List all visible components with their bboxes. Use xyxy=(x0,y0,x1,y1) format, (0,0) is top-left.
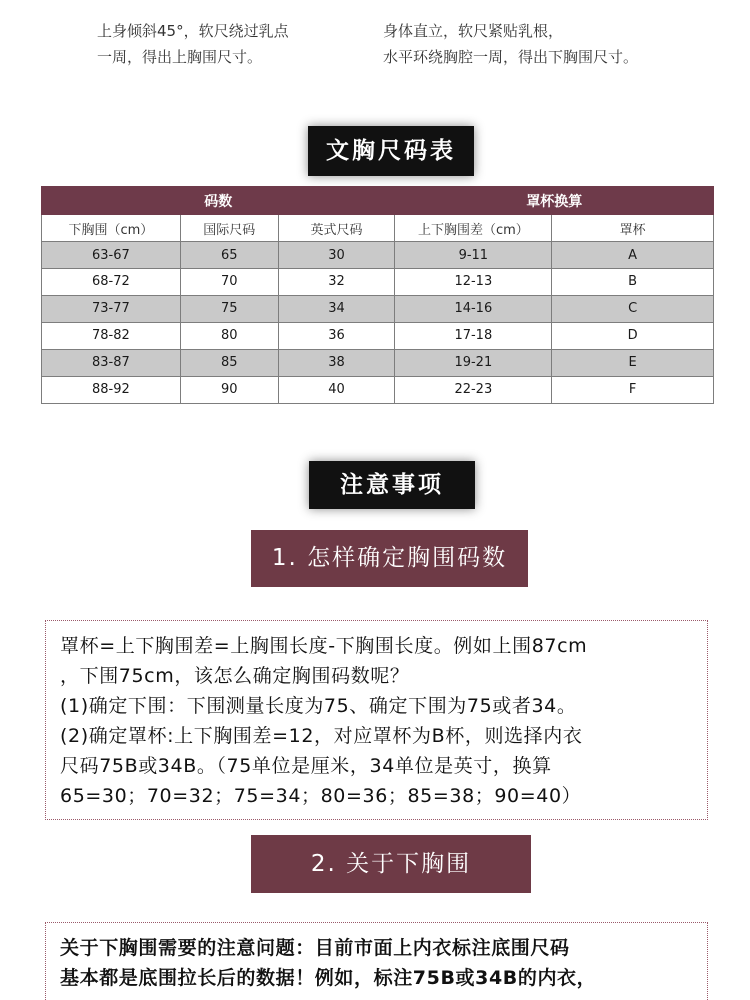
table-cell: 12-13 xyxy=(395,269,552,296)
table-cell: 19-21 xyxy=(395,349,552,376)
table-cell: E xyxy=(552,349,714,376)
table-cell: 90 xyxy=(180,376,278,403)
table-cell: A xyxy=(552,242,714,269)
table-cell: 22-23 xyxy=(395,376,552,403)
table-row xyxy=(42,322,714,349)
column-header: 下胸围（cm） xyxy=(42,215,181,242)
table-row xyxy=(42,269,714,296)
note-line: (2)确定罩杯:上下胸围差=12，对应罩杯为B杯，则选择内衣 xyxy=(60,725,583,747)
group-header-size: 码数 xyxy=(42,187,395,215)
section2-note-box xyxy=(45,922,708,1000)
group-header-cup: 罩杯换算 xyxy=(395,187,714,215)
table-cell: 38 xyxy=(278,349,395,376)
size-table xyxy=(41,186,714,404)
section2-title-banner: 2. 关于下胸围 xyxy=(251,835,531,893)
table-cell: 83-87 xyxy=(42,349,181,376)
note-line: 基本都是底围拉长后的数据！例如，标注75B或34B的内衣， xyxy=(60,967,597,989)
note-line: 罩杯=上下胸围差=上胸围长度-下胸围长度。例如上围87cm xyxy=(60,635,588,657)
column-header: 国际尺码 xyxy=(180,215,278,242)
under-bust-instruction-line-1: 身体直立，软尺紧贴乳根， xyxy=(383,22,564,40)
column-header: 上下胸围差（cm） xyxy=(395,215,552,242)
table-cell: 73-77 xyxy=(42,295,181,322)
table-cell: 32 xyxy=(278,269,395,296)
upper-bust-instruction-line-1: 上身倾斜45°，软尺绕过乳点 xyxy=(97,22,289,40)
size-chart-title: 文胸尺码表 xyxy=(308,126,474,176)
section1-title-banner: 1. 怎样确定胸围码数 xyxy=(251,530,528,587)
table-cell: D xyxy=(552,322,714,349)
table-cell: 36 xyxy=(278,322,395,349)
column-header: 英式尺码 xyxy=(278,215,395,242)
table-cell: 34 xyxy=(278,295,395,322)
table-cell: 30 xyxy=(278,242,395,269)
upper-bust-instruction-line-2: 一周，得出上胸围尺寸。 xyxy=(97,48,263,66)
table-row xyxy=(42,349,714,376)
table-cell: 78-82 xyxy=(42,322,181,349)
table-cell: 80 xyxy=(180,322,278,349)
table-row xyxy=(42,295,714,322)
note-line: (1)确定下围：下围测量长度为75、确定下围为75或者34。 xyxy=(60,695,577,717)
table-cell: 9-11 xyxy=(395,242,552,269)
table-cell: F xyxy=(552,376,714,403)
note-line: 尺码75B或34B。（75单位是厘米，34单位是英寸，换算 xyxy=(60,755,552,777)
table-group-header-row xyxy=(42,187,714,215)
table-cell: 17-18 xyxy=(395,322,552,349)
note-line: 关于下胸围需要的注意问题：目前市面上内衣标注底围尺码 xyxy=(60,937,570,959)
table-cell: B xyxy=(552,269,714,296)
table-cell: C xyxy=(552,295,714,322)
table-cell: 88-92 xyxy=(42,376,181,403)
note-line: 65=30；70=32；75=34；80=36；85=38；90=40） xyxy=(60,785,582,807)
table-cell: 65 xyxy=(180,242,278,269)
under-bust-instruction-line-2: 水平环绕胸腔一周，得出下胸围尺寸。 xyxy=(383,48,639,66)
table-cell: 70 xyxy=(180,269,278,296)
table-cell: 14-16 xyxy=(395,295,552,322)
table-row xyxy=(42,242,714,269)
table-row xyxy=(42,376,714,403)
table-cell: 68-72 xyxy=(42,269,181,296)
notes-title: 注意事项 xyxy=(309,461,475,509)
note-line: ，下围75cm，该怎么确定胸围码数呢？ xyxy=(60,665,410,687)
table-cell: 40 xyxy=(278,376,395,403)
table-cell: 85 xyxy=(180,349,278,376)
section1-note-box xyxy=(45,620,708,820)
table-cell: 75 xyxy=(180,295,278,322)
table-column-header-row xyxy=(42,215,714,242)
column-header: 罩杯 xyxy=(552,215,714,242)
table-cell: 63-67 xyxy=(42,242,181,269)
